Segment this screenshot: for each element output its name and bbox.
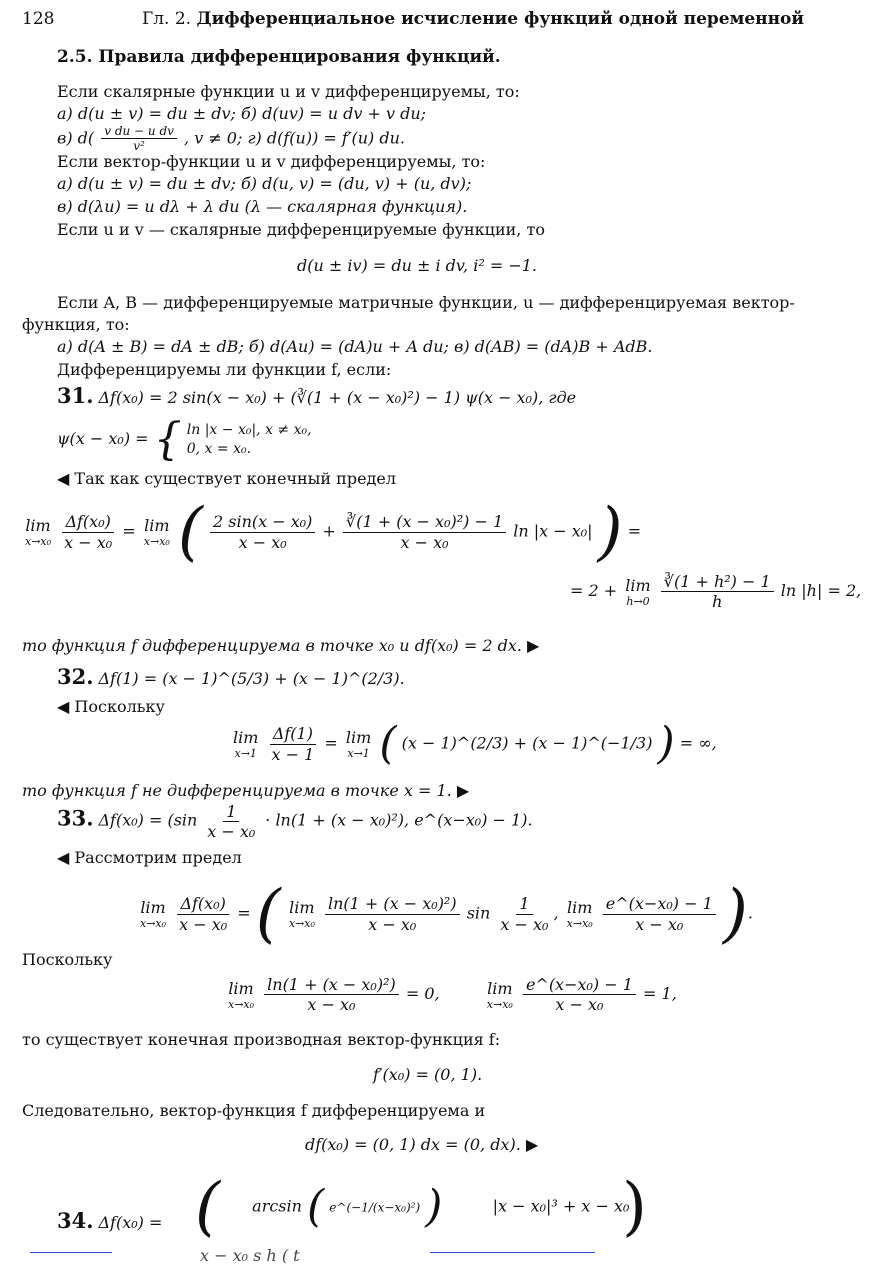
since-label: Поскольку xyxy=(22,950,113,969)
right-paren: ) xyxy=(597,495,623,569)
component-1-fraction: $\frac{\text{ln(1 + (x − x₀)²)}}{\text{x − x₀}}$ xyxy=(325,894,460,933)
quotient-fraction xyxy=(101,124,177,154)
limit-operator: lim x→x₀ xyxy=(143,516,170,548)
sin-argument-fraction: $\frac{1}{\text{x − x₀}}$ xyxy=(207,802,256,842)
limit-operator: lim x→x₀ xyxy=(228,978,255,1011)
example-number: 33. xyxy=(57,805,94,831)
example-32-intro: ◀ Поскольку xyxy=(57,697,165,716)
limit-operator: lim x→x₀ xyxy=(25,516,52,548)
equals-sign: = xyxy=(237,903,251,923)
psi-cases xyxy=(187,421,312,457)
example-34-statement xyxy=(57,1208,162,1233)
lhs-fraction: $\frac{\Delta f(1)}{x - 1}$ xyxy=(271,724,315,764)
right-paren: ) xyxy=(722,877,748,951)
formula-prefix: Δf(x₀) = (sin xyxy=(98,810,198,830)
result-fraction: $\frac{\text{∛(1 + h²) − 1}}{h}$ xyxy=(661,572,774,611)
right-paren: ) xyxy=(622,1170,647,1244)
example-number: 32. xyxy=(57,664,94,689)
sin-label: sin xyxy=(466,903,491,923)
derivative-exists: то существует конечная производная вектор-функция f: xyxy=(22,1030,501,1049)
equals-sign: = xyxy=(324,733,338,753)
example-33-limit: lim x→x₀ $\frac{\text{Δf(x₀)}}{\text{x − x₀}}$ = ( lim x→x₀ $\frac{\text{ln(1 + (x − x₀)²)}}{\text{x − x₀}}$ sin $\frac{1}{\text{x − x₀}}$ , lim x→x₀ $\frac{\text{e\textasciicircum{}(x−x₀) − 1}}{\text{x − x₀}}$ ). xyxy=(140,877,753,951)
left-paren: ( xyxy=(195,1170,220,1244)
example-31-intro: ◀ Так как существует конечный предел xyxy=(57,469,397,488)
equals-sign: = xyxy=(627,521,642,541)
arcsin-label: arcsin xyxy=(252,1196,302,1216)
limit-result: = ∞, xyxy=(679,733,717,753)
lhs-fraction: $\frac{\text{Δf(x₀)}}{\text{x − x₀}}$ xyxy=(179,894,228,934)
page-number: 128 xyxy=(22,9,55,29)
example-33-statement xyxy=(57,802,533,841)
since-a-result: = 0, xyxy=(405,984,440,1004)
formula-suffix: · ln(1 + (x − x₀)²), e^(x−x₀) − 1). xyxy=(265,810,533,830)
limit-operator: lim x→1 xyxy=(345,728,372,760)
limit-expression: (x − 1)^(2/3) + (x − 1)^(−1/3) xyxy=(401,733,653,753)
left-paren: ( xyxy=(255,877,281,951)
example-number: 34. xyxy=(57,1208,94,1233)
example-32-formula: Δf(1) = (x − 1)^(5/3) + (x − 1)^(2/3). xyxy=(98,669,405,688)
scalar-rule-c xyxy=(57,124,405,154)
example-31-limit xyxy=(22,495,642,569)
result-prefix: = 2 + xyxy=(570,581,618,601)
scalar-intro: Если скалярные функции u и v дифференцируемы, то: xyxy=(57,82,520,101)
hence-text: Следовательно, вектор-функция f дифференцируема и xyxy=(22,1101,486,1120)
scalar-rules-ab: а) d(u ± v) = du ± dv; б) d(uv) = u dv + v du; xyxy=(57,104,427,123)
limit-operator: lim x→x₀ xyxy=(566,898,593,930)
vector-intro: Если вектор-функции u и v дифференцируемы, то: xyxy=(57,152,486,171)
right-paren: ) xyxy=(657,718,675,769)
log-term: ln |x − x₀| xyxy=(513,521,593,541)
vector-rules-ab: а) d(u ± v) = du ± dv; б) d(u, v) = (du, v) + (u, dv); xyxy=(57,174,472,193)
component-1-sin-fraction: $\frac{1}{\text{x − x₀}}$ xyxy=(500,894,549,934)
limit-operator: lim x→x₀ xyxy=(486,978,513,1011)
scalar-rule-c-prefix: в) d( xyxy=(57,128,95,148)
chapter-prefix: Гл. 2. xyxy=(142,9,192,29)
limit-operator: lim x→1 xyxy=(233,728,259,760)
derivative-value: f′(x₀) = (0, 1). xyxy=(373,1065,483,1084)
quotient-numerator: v du − u dv xyxy=(101,124,177,139)
left-paren: ( xyxy=(177,495,203,569)
plus-sign: + xyxy=(322,521,336,541)
result-tail: ln |h| = 2, xyxy=(780,581,862,601)
psi-lhs: ψ(x − x₀) = xyxy=(57,429,149,448)
equals-sign: = xyxy=(122,521,136,541)
lhs-fraction: $\frac{\text{Δf(x₀)}}{\text{x − x₀}}$ xyxy=(64,512,113,552)
differential-value: df(x₀) = (0, 1) dx = (0, dx). ▶ xyxy=(305,1135,539,1154)
matrix-intro-1: Если A, B — дифференцируемые матричные функции, u — дифференцируемая вектор- xyxy=(57,293,795,312)
limit-operator: lim x→x₀ xyxy=(288,898,315,930)
example-34-matrix xyxy=(195,1170,630,1244)
limit-operator: lim h→0 xyxy=(625,575,651,608)
example-32-conclusion: то функция f не дифференцируема в точке x = 1. ▶ xyxy=(22,781,470,800)
example-31-formula: Δf(x₀) = 2 sin(x − x₀) + (∛(1 + (x − x₀)²) − 1) ψ(x − x₀), где xyxy=(98,388,577,407)
exponential-term: e^(−1/(x−x₀)²) xyxy=(329,1200,421,1215)
left-paren: ( xyxy=(307,1181,325,1232)
matrix-intro-2: функция, то: xyxy=(22,315,130,334)
since-b-result: = 1, xyxy=(643,984,677,1004)
component-2-fraction: $\frac{\text{e\textasciicircum{}(x−x₀) − 1}}{\text{x − x₀}}$ xyxy=(603,894,716,933)
left-brace: { xyxy=(153,414,182,465)
psi-case-2: 0, x = x₀. xyxy=(186,440,252,457)
psi-definition xyxy=(57,414,312,465)
right-component: |x − x₀|³ + x − x₀ xyxy=(492,1196,630,1216)
chapter-title: Дифференциальное исчисление функций одной переменной xyxy=(196,9,805,29)
since-limits xyxy=(225,975,677,1014)
example-number: 31. xyxy=(57,383,94,408)
scan-artifact-line xyxy=(430,1252,595,1253)
example-32-statement xyxy=(57,664,405,689)
running-header xyxy=(142,9,804,29)
example-34-lhs: Δf(x₀) = xyxy=(98,1213,163,1232)
complex-formula: d(u ± iv) = du ± i dv, i² = −1. xyxy=(297,256,538,275)
matrix-rules: а) d(A ± B) = dA ± dB; б) d(Au) = (dA)u + A du; в) d(AB) = (dA)B + AdB. xyxy=(57,337,653,356)
quotient-denominator: v² xyxy=(133,139,145,154)
example-33-intro: ◀ Рассмотрим предел xyxy=(57,848,242,867)
term2-fraction: $\frac{\text{∛(1 + (x − x₀)²) − 1}}{\text{x − x₀}}$ xyxy=(343,512,506,551)
limit-operator: lim x→x₀ xyxy=(140,898,167,930)
complex-intro: Если u и v — скалярные дифференцируемые функции, то xyxy=(57,220,545,239)
scalar-rule-c-suffix: , v ≠ 0; г) d(f(u)) = f′(u) du. xyxy=(184,128,405,148)
scan-artifact-line xyxy=(30,1252,112,1253)
cut-off-text: x − x₀ s h ( t xyxy=(200,1246,300,1265)
example-31-statement xyxy=(57,383,576,408)
vector-rule-c: в) d(λu) = u dλ + λ du (λ — скалярная функция). xyxy=(57,197,468,216)
term1-fraction: $\frac{\text{2 sin(x − x₀)}}{\text{x − x₀}}$ xyxy=(210,512,315,551)
example-32-limit xyxy=(230,718,717,769)
question: Дифференцируемы ли функции f, если: xyxy=(57,360,392,379)
section-title: 2.5. Правила дифференцирования функций. xyxy=(57,47,501,67)
example-31-result xyxy=(570,572,861,611)
example-31-conclusion: то функция f дифференцируема в точке x₀ и df(x₀) = 2 dx. ▶ xyxy=(22,636,540,655)
left-paren: ( xyxy=(379,718,397,769)
psi-case-1: ln |x − x₀|, x ≠ x₀, xyxy=(186,422,312,439)
since-b-fraction: $\frac{\text{e\textasciicircum{}(x−x₀) − 1}}{\text{x − x₀}}$ xyxy=(523,975,636,1014)
since-a-fraction: $\frac{\text{ln(1 + (x − x₀)²)}}{\text{x − x₀}}$ xyxy=(264,975,399,1014)
right-paren: ) xyxy=(425,1181,443,1232)
